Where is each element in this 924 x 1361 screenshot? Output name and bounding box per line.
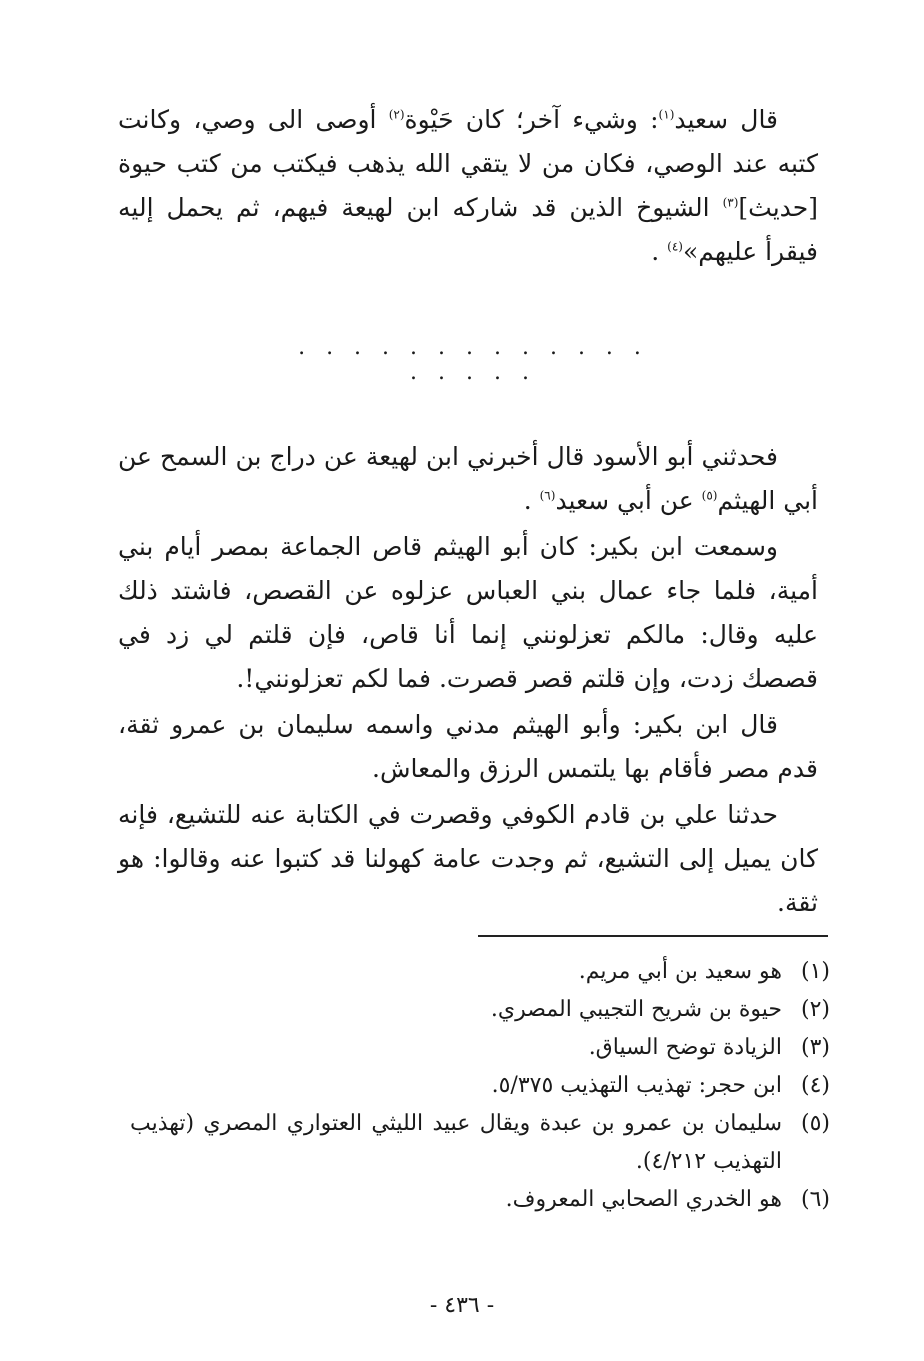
footnote-divider [478, 935, 828, 937]
text-segment: أوصى الى وصي، وكانت كتبه عند الوصي، فكان من لا يتقي الله يذهب فيكتب من كتب حيوة [حديث] [118, 105, 818, 222]
main-text [118, 435, 818, 925]
footnote-text: حيوة بن شريح التجيبي المصري. [490, 997, 782, 1022]
footnote-ref-6: (٦) [539, 488, 556, 503]
text-segment: عن أبي سعيد [555, 486, 702, 515]
footnote-ref-5: (٥) [701, 488, 718, 503]
text-segment: . [523, 486, 540, 515]
footnote-item [130, 1105, 830, 1181]
footnote-ref-4: (٤) [667, 239, 683, 254]
paragraph-4: حدثنا علي بن قادم الكوفي وقصرت في الكتابة عنه للتشيع، فإنه كان يميل إلى التشيع، ثم وجدت عامة كهولنا قد كتبوا عنه وقالوا: هو ثقة. [118, 800, 818, 917]
footnote-item [130, 1029, 830, 1067]
text-segment: : وشيء آخر؛ كان حَيْوة [404, 105, 659, 134]
footnote-ref-3: (٣) [722, 195, 739, 210]
footnote-text: ابن حجر: تهذيب التهذيب ٥/٣٧٥. [491, 1073, 782, 1098]
footnote-number: (٤) [800, 1073, 830, 1098]
footnote-number: (٢) [800, 997, 830, 1022]
text-segment: قال سعيد [674, 105, 779, 134]
footnote-text: هو الخدري الصحابي المعروف. [505, 1187, 782, 1212]
footnote-item [130, 991, 830, 1029]
paragraph-2: وسمعت ابن بكير: كان أبو الهيثم قاص الجماعة بمصر أيام بني أمية، فلما جاء عمال بني العباس عزلوه عن القصص، فاشتد ذلك عليه وقال: مالكم تعزلونني إنما أنا قاص، فإن قلتم لي زد في قصصك زدت، وإن قلتم قصر قصرت. فما لكم تعزلونني!. [118, 532, 818, 693]
footnote-number: (٦) [800, 1187, 830, 1212]
text-segment: فحدثني أبو الأسود قال أخبرني ابن لهيعة عن دراج بن السمح عن أبي الهيثم [118, 442, 818, 515]
footnote-item [130, 1067, 830, 1105]
paragraph-1 [118, 435, 818, 523]
section-separator: . . . . . . . . . . . . . . . . . . [298, 335, 648, 385]
footnote-number: (٥) [800, 1111, 830, 1136]
text-segment: . [651, 237, 668, 266]
top-paragraph-text [118, 98, 818, 274]
footnote-item [130, 1181, 830, 1219]
page-number: - ٤٣٦ - [429, 1293, 495, 1318]
footnote-number: (٣) [800, 1035, 830, 1060]
footnote-text: هو سعيد بن أبي مريم. [578, 959, 782, 984]
top-paragraph [118, 98, 818, 274]
footnote-ref-1: (١) [658, 107, 675, 122]
footnote-number: (١) [800, 959, 830, 984]
footnote-text: الزيادة توضح السياق. [588, 1035, 782, 1060]
footnote-text: سليمان بن عمرو بن عبدة ويقال عبيد الليثي العتواري المصري (تهذيب التهذيب ٤/٢١٢). [130, 1111, 782, 1174]
paragraph-3: قال ابن بكير: وأبو الهيثم مدني واسمه سليمان بن عمرو ثقة، قدم مصر فأقام بها يلتمس الرزق والمعاش. [118, 710, 818, 783]
footnote-item [130, 953, 830, 991]
footnotes-list [130, 953, 830, 1219]
footnote-ref-2: (٢) [388, 107, 405, 122]
text-segment: الشيوخ الذين قد شاركه ابن لهيعة فيهم، ثم يحمل إليه فيقرأ عليهم» [118, 193, 818, 266]
